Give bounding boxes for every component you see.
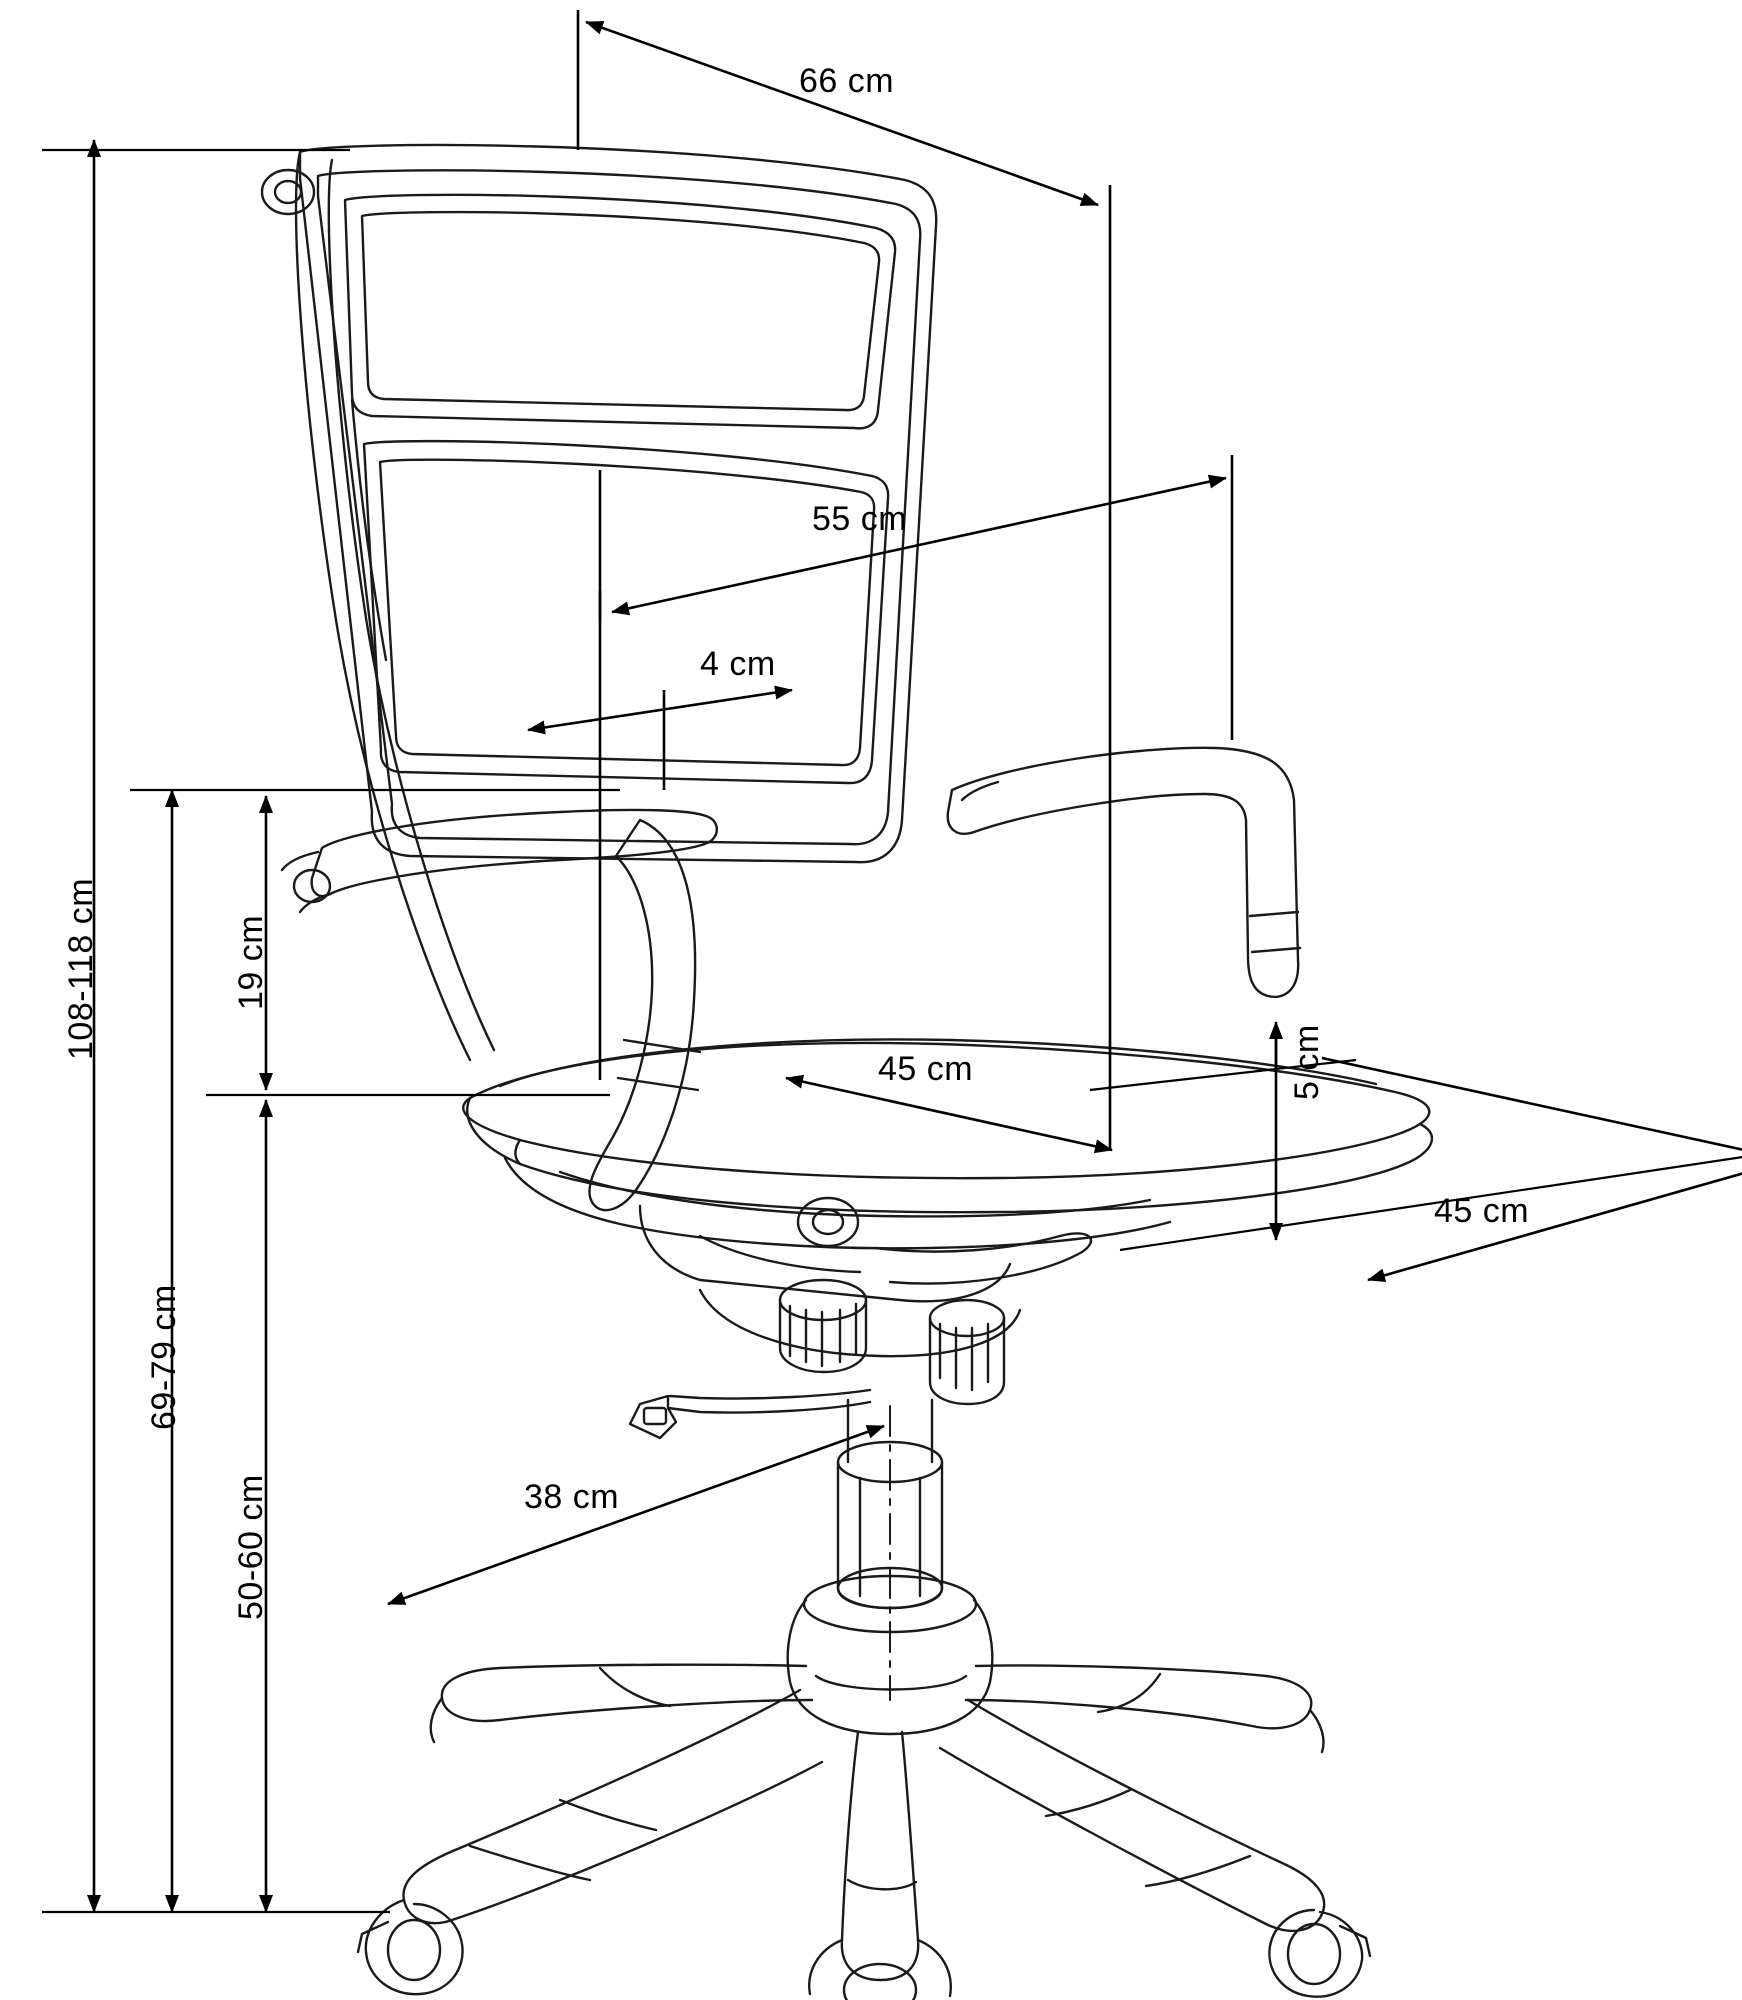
dim-38 bbox=[388, 1426, 884, 1604]
dimension-label-seat-cushion-depth: 45 cm bbox=[1434, 1192, 1530, 1230]
dimension-label-seat-depth-overall: 55 cm bbox=[812, 500, 908, 538]
chair-outline bbox=[262, 145, 1432, 2000]
dimension-label-backrest-height: 69-79 cm bbox=[145, 1284, 183, 1430]
dimension-label-backrest-width: 66 cm bbox=[799, 62, 895, 100]
dim-55 bbox=[612, 478, 1226, 612]
dimension-label-base-radius: 38 cm bbox=[524, 1478, 620, 1516]
ext-38 bbox=[380, 1430, 890, 1610]
dimension-label-total-height: 108-118 cm bbox=[62, 877, 100, 1060]
dimension-label-seat-width: 45 cm bbox=[878, 1050, 974, 1088]
dimension-label-seat-thickness: 5 cm bbox=[1288, 1024, 1326, 1100]
dimension-lines bbox=[42, 10, 1742, 1912]
dimension-label-armrest-height: 19 cm bbox=[232, 914, 270, 1010]
dim-45-depth-upper bbox=[1322, 1058, 1742, 1160]
dimension-label-seat-height: 50-60 cm bbox=[232, 1474, 270, 1620]
dim-45-depth-lower bbox=[1368, 1160, 1742, 1280]
dimension-label-armrest-offset: 4 cm bbox=[700, 645, 776, 683]
dim-4 bbox=[528, 690, 792, 730]
